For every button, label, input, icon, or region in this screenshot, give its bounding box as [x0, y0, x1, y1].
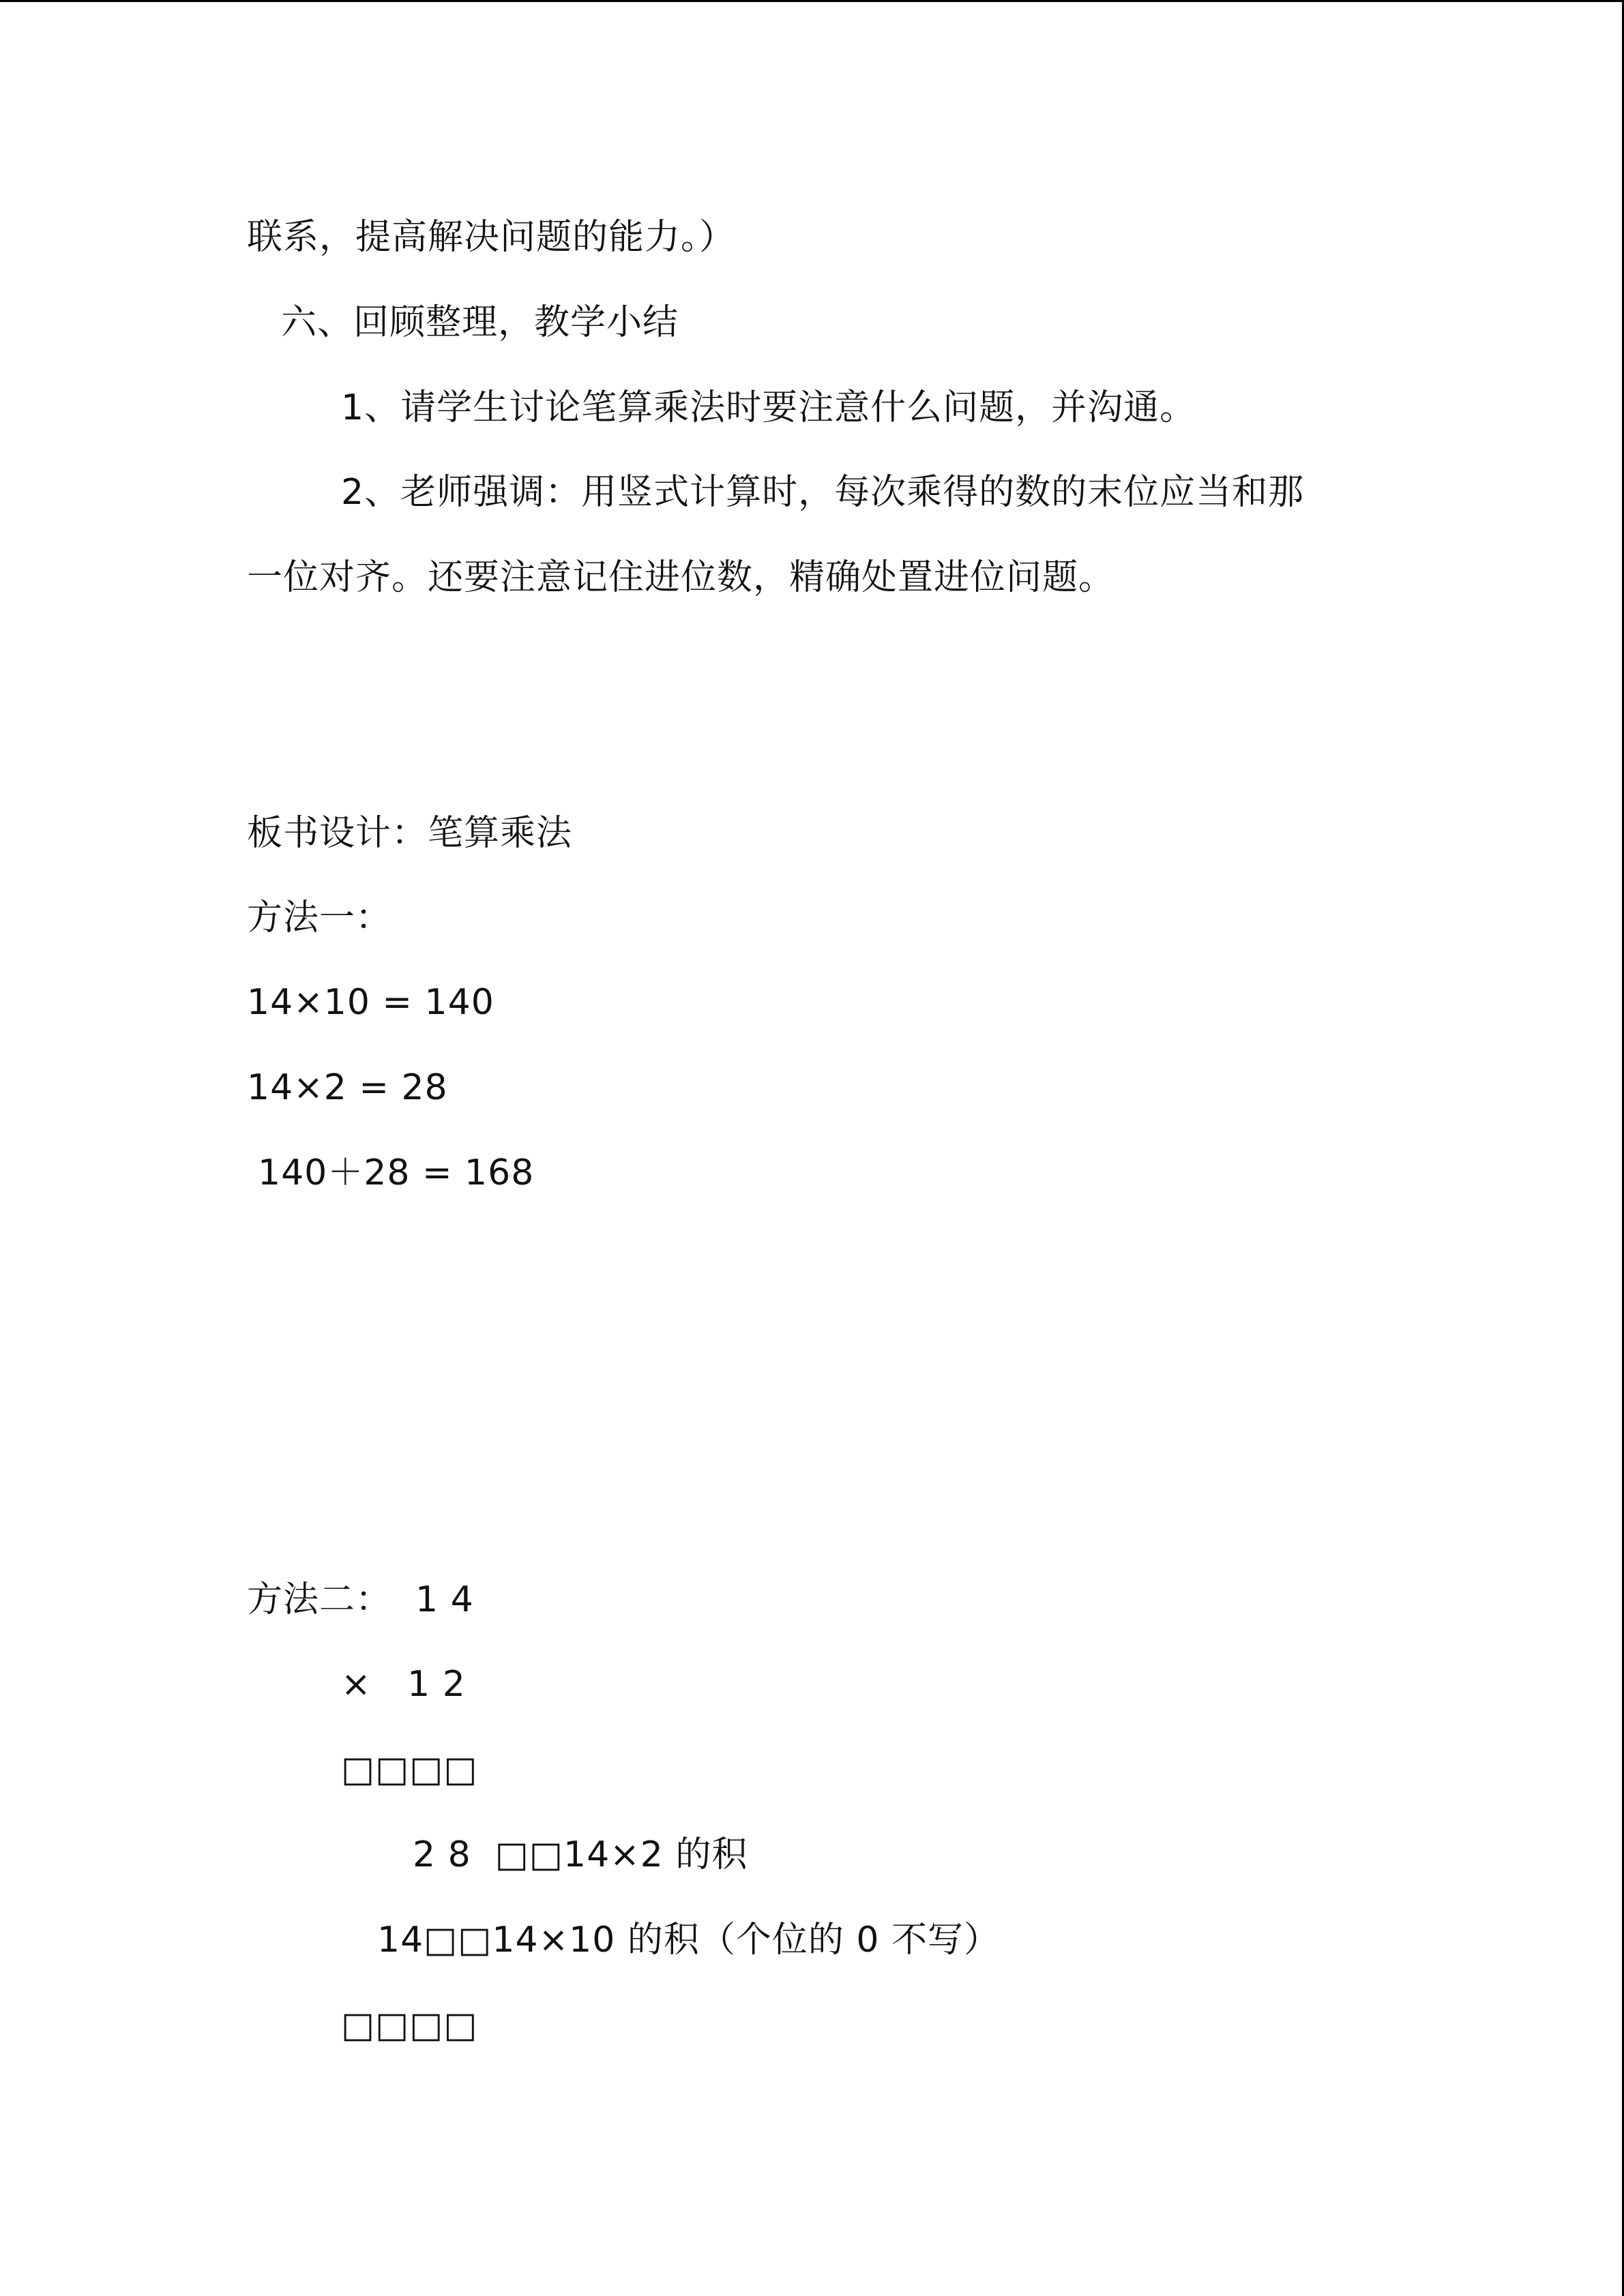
board-design-title: 板书设计：笔算乘法: [247, 813, 573, 854]
section-heading-review: 六、回顾整理，教学小结: [281, 302, 679, 343]
equation-2: 14×2 = 28: [247, 1067, 448, 1108]
page-border-top: [0, 0, 1624, 2]
text-line-point-1: 1、请学生讨论笔算乘法时要注意什么问题，并沟通。: [341, 387, 1196, 428]
partial-product-1: 2 8 □□14×2 的积: [413, 1834, 748, 1875]
equation-3: 140＋28 = 168: [258, 1152, 535, 1193]
vertical-multiplier: × 1 2: [341, 1664, 466, 1705]
vertical-divider-1: □□□□: [341, 1749, 478, 1790]
method-one-label: 方法一：: [247, 897, 392, 938]
text-line-point-2-cont: 一位对齐。还要注意记住进位数，精确处置进位问题。: [247, 557, 1115, 598]
text-line-point-2: 2、老师强调：用竖式计算时，每次乘得的数的末位应当和那: [341, 472, 1305, 513]
equation-1: 14×10 = 140: [247, 982, 494, 1023]
vertical-divider-2: □□□□: [341, 2005, 478, 2046]
text-line-continuation: 联系，提高解决问题的能力。）: [247, 217, 736, 258]
method-two-label: 方法二： 1 4: [247, 1579, 474, 1620]
partial-product-2: 14□□14×10 的积（个位的 0 不写）: [377, 1920, 1001, 1960]
